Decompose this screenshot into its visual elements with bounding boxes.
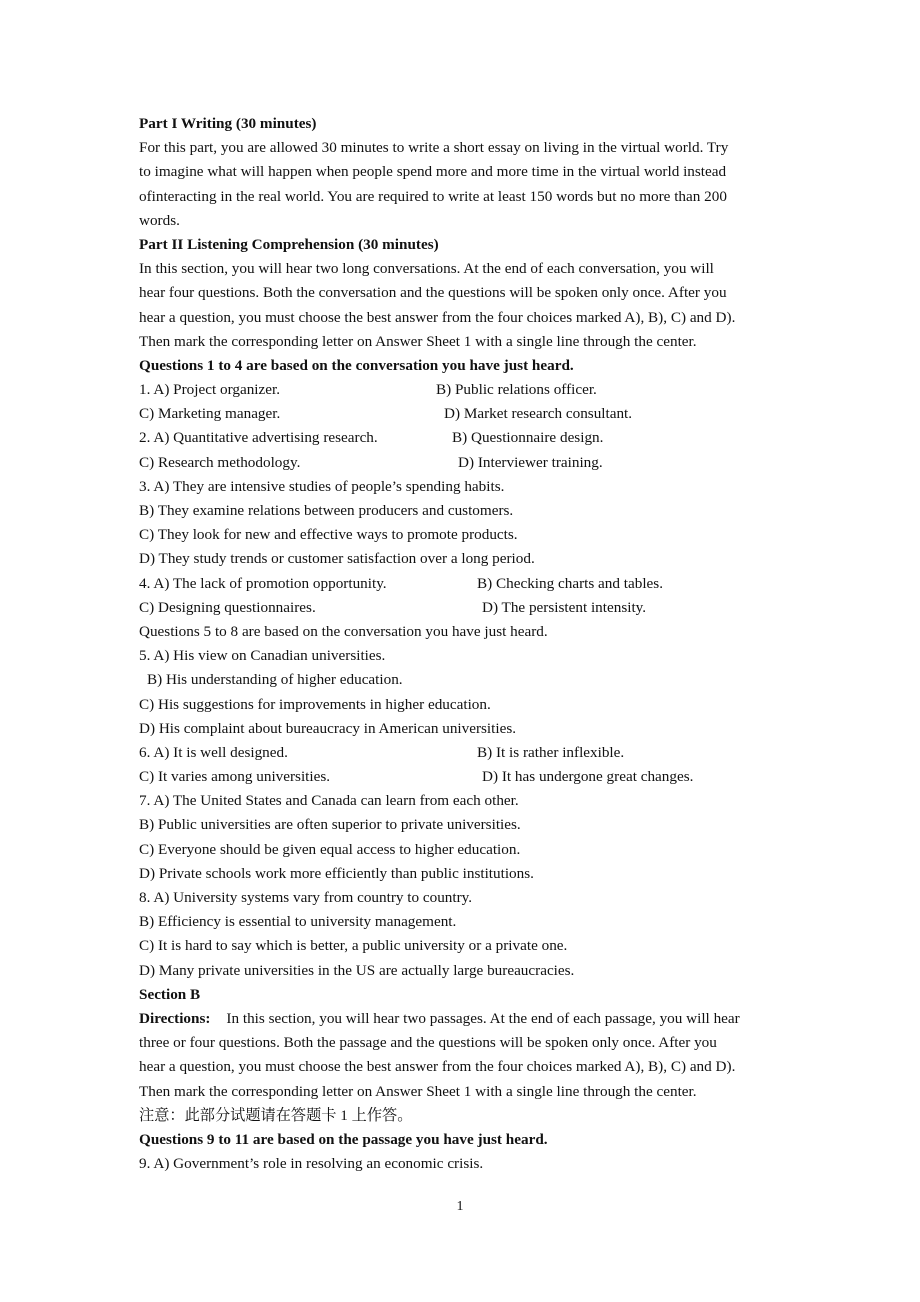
q2-option-d: D) Interviewer training. (458, 453, 603, 471)
q5-option-a: 5. A) His view on Canadian universities. (139, 647, 386, 665)
q3-option-a: 3. A) They are intensive studies of people’s spending habits. (139, 477, 505, 495)
q1-option-a: 1. A) Project organizer. (139, 381, 281, 399)
q2-option-c: C) Research methodology. (139, 453, 301, 471)
section-b-line-1-text: In this section, you will hear two passages. At the end of each passage, you will hear (226, 1009, 740, 1027)
q1-row-ab (139, 378, 782, 402)
q5-option-d: D) His complaint about bureaucracy in American universities. (139, 719, 517, 737)
q5-option-b: B) His understanding of higher education. (147, 671, 403, 689)
q7-option-a: 7. A) The United States and Canada can learn from each other. (139, 792, 519, 810)
q3-option-c: C) They look for new and effective ways to promote products. (139, 526, 518, 544)
page-number: 1 (456, 1199, 464, 1214)
q2-option-b: B) Questionnaire design. (452, 429, 604, 447)
part2-heading: Part II Listening Comprehension (30 minutes) (139, 235, 439, 253)
q4-row-ab (139, 572, 782, 596)
q1-row-cd (139, 402, 782, 426)
questions-5-8-heading: Questions 5 to 8 are based on the conversation you have just heard. (139, 622, 548, 640)
q7-option-d: D) Private schools work more efficiently than public institutions. (139, 864, 534, 882)
q8-option-b: B) Efficiency is essential to university management. (139, 913, 457, 931)
q7-option-c: C) Everyone should be given equal access to higher education. (139, 840, 521, 858)
q7-option-b: B) Public universities are often superior to private universities. (139, 816, 521, 834)
q6-option-a: 6. A) It is well designed. (139, 743, 288, 761)
q4-option-a: 4. A) The lack of promotion opportunity. (139, 574, 387, 592)
q5-option-c: C) His suggestions for improvements in higher education. (139, 695, 491, 713)
q2-row-cd (139, 451, 782, 475)
q8-option-c: C) It is hard to say which is better, a public university or a private one. (139, 937, 568, 955)
q1-option-c: C) Marketing manager. (139, 405, 281, 423)
q8-option-a: 8. A) University systems vary from country to country. (139, 889, 473, 906)
part1-line-3: ofinteracting in the real world. You are required to write at least 150 words but no more than 200 (139, 187, 727, 205)
section-b-line-2: three or four questions. Both the passage and the questions will be spoken only once. After you (139, 1034, 717, 1052)
part2-line-1: In this section, you will hear two long conversations. At the end of each conversation, you will (139, 260, 714, 278)
section-b-line-3: hear a question, you must choose the best answer from the four choices marked A), B), C) and D). (139, 1058, 736, 1076)
q2-row-ab (139, 426, 782, 450)
document-page (139, 112, 782, 1176)
part2-line-4: Then mark the corresponding letter on Answer Sheet 1 with a single line through the center. (139, 332, 697, 350)
q4-option-d: D) The persistent intensity. (482, 598, 647, 616)
q8-option-d: D) Many private universities in the US are actually large bureaucracies. (139, 961, 575, 979)
q6-option-b: B) It is rather inflexible. (477, 743, 625, 761)
section-b-heading: Section B (139, 985, 201, 1003)
section-b-directions-line-1 (139, 1007, 782, 1031)
part1-line-2: to imagine what will happen when people spend more and more time in the virtual world instead (139, 163, 727, 181)
q3-option-b: B) They examine relations between producers and customers. (139, 502, 514, 519)
q6-row-cd (139, 765, 782, 789)
q6-row-ab (139, 741, 782, 765)
q3-option-d: D) They study trends or customer satisfaction over a long period. (139, 550, 535, 568)
q1-option-b: B) Public relations officer. (436, 381, 597, 399)
questions-1-4-heading: Questions 1 to 4 are based on the conversation you have just heard. (139, 356, 574, 374)
q6-option-d: D) It has undergone great changes. (482, 768, 694, 786)
section-b-line-4: Then mark the corresponding letter on Answer Sheet 1 with a single line through the center. (139, 1082, 697, 1100)
part1-line-1: For this part, you are allowed 30 minutes to write a short essay on living in the virtual world. Try (139, 139, 729, 157)
part2-line-2: hear four questions. Both the conversation and the questions will be spoken only once. After you (139, 284, 727, 302)
q4-row-cd (139, 596, 782, 620)
q4-option-b: B) Checking charts and tables. (477, 574, 663, 592)
part2-line-3: hear a question, you must choose the best answer from the four choices marked A), B), C) and D). (139, 308, 736, 326)
q2-option-a: 2. A) Quantitative advertising research. (139, 429, 378, 447)
section-b-note: 注意：此部分试题请在答题卡 1 上作答。 (139, 1106, 413, 1124)
q6-option-c: C) It varies among universities. (139, 768, 331, 786)
q9-option-a: 9. A) Government’s role in resolving an economic crisis. (139, 1155, 484, 1173)
directions-label: Directions: (139, 1009, 211, 1027)
part1-line-4: words. (139, 211, 180, 229)
q1-option-d: D) Market research consultant. (444, 405, 633, 423)
questions-9-11-heading: Questions 9 to 11 are based on the passage you have just heard. (139, 1130, 548, 1148)
part1-heading: Part I Writing (30 minutes) (139, 115, 317, 132)
q4-option-c: C) Designing questionnaires. (139, 598, 316, 616)
